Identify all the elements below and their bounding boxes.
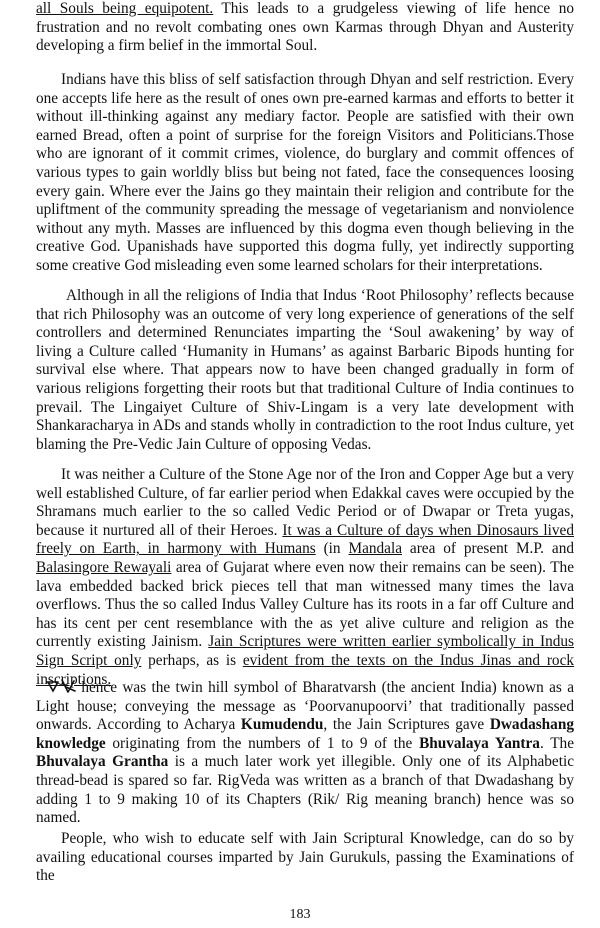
paragraph-4-text-e: perhaps, as is [141, 651, 243, 669]
underlined-phrase: all Souls being equipotent. [36, 0, 214, 17]
underlined-place-balasingore: Balasingore Rewayali [36, 558, 172, 576]
bold-term: Bhuvalaya Grantha [36, 753, 169, 771]
paragraph-2 [36, 71, 574, 276]
paragraph-4-text-b: (in [315, 540, 349, 558]
paragraph-5 [36, 679, 574, 828]
page-number: 183 [289, 907, 311, 922]
paragraph-4-text-d: area of Gujarat where even now their remains can be seen). The lava embedded backed brick pieces tell that man witnessed many times the lava overflows. Thus the so called Indus Valley Culture has its roots in a far off Culture and has its cent per cent resemblance with the as yet alive culture and religion as the currently existing Jainism. [36, 558, 575, 651]
paragraph-5-text-b: , the Jain Scriptures gave [323, 716, 490, 734]
underlined-phrase: It was a Culture of days when Dinosaurs lived freely on Earth, in harmony with Humans [36, 521, 574, 558]
paragraph-5-text-a: hence was the twin hill symbol of Bharatvarsh (the ancient India) known as a Light house; conveying the message as ‘Poorvanupoorvi’ that traditionally passed onwards. According to Acharya [36, 679, 574, 734]
paragraph-3-text: Although in all the religions of India that Indus ‘Root Philosophy’ reflects because that rich Philosophy was an outcome of very long experience of generations of the self controllers and determined Renunciates imparting the ‘Soul awakening’ by way of living a Culture called ‘Humanity in Humans’ as against Barbaric Bipods hunting for survival else where. That appears now to have been changed gradually in form of various religions forgetting their roots but that traditional Culture of India continues to prevail. The Lingaiyet Culture of Shiv-Lingam is a very late development with Shankaracharya in ADs and stands wholly in contradiction to the root Indus culture, yet blaming the Pre-Vedic Jain Culture of opposing Vedas. [36, 287, 574, 453]
paragraph-5-text-e: is a much later work yet illegible. Only one of its Alphabetic thread-bead is spared so far. RigVeda was written as a branch of that Dwadashang by adding 1 to 9 making 10 of its Chapters (Rik/ Rig meaning branch) hence was so named. [36, 753, 574, 827]
paragraph-3 [36, 287, 574, 454]
paragraph-4 [36, 466, 574, 689]
paragraph-1 [36, 0, 574, 56]
bold-term: Bhuvalaya Yantra [419, 734, 540, 752]
underlined-phrase: evident from the texts on the Indus Jinas and rock inscriptions. [36, 651, 575, 688]
paragraph-6 [36, 830, 574, 886]
paragraph-2-text: Indians have this bliss of self satisfaction through Dhyan and self restriction. Every one accepts life here as the result of ones own pre-earned karmas and efforts to better it without ill-thinking against any mediary factor. People are satisfied with their own earned Bread, often a point of surprise for the foreign Visitors and Politicians.Those who are ignorant of it commit crimes, violence, do burglary and commit offences of various types to gain worldly bliss but being not fated, face the consequences loosing every gain. Where ever the Jains go they maintain their religion and contribute for the upliftment of the community spreading the message of vegetarianism and nonviolence without any myth. Masses are influenced by this dogma even though believing in the creative God. Upanishads have supported this dogma fully, yet indirectly supporting some creative God misleading even some learned scholars for their interpretations. [36, 71, 574, 274]
underlined-place-mandala: Mandala [348, 540, 403, 558]
bold-term: Dwadashang knowledge [36, 716, 574, 752]
paragraph-6-text: People, who wish to educate self with Jain Scriptural Knowledge, can do so by availing educational courses imparted by Jain Gurukuls, passing the Examinations of the [36, 830, 574, 885]
paragraph-4-text-a: It was neither a Culture of the Stone Age nor of the Iron and Copper Age but a very well established Culture, of far earlier period when Edakkal caves were occupied by the Shramans much earlier to the so called Vedic Period or of Dwapar or Treta yugas, because it nurtured all of their Heroes. [36, 466, 574, 539]
bold-term: Kumudendu [240, 716, 324, 734]
paragraph-5-text-c: originating from the numbers of 1 to 9 of the [105, 734, 420, 752]
paragraph-1-text: This leads to a grudgeless viewing of life hence no frustration and no revolt combating ones own Karmas through Dhyan and Austerity developing a firm belief in the immortal Soul. [36, 0, 575, 55]
underlined-phrase: Jain Scriptures were written earlier symbolically in Indus Sign Script only [36, 633, 574, 669]
paragraph-4-text-c: area of present M.P. and [402, 540, 574, 558]
twin-hill-symbol-icon [46, 679, 76, 693]
paragraph-5-text-d: . The [539, 734, 574, 752]
